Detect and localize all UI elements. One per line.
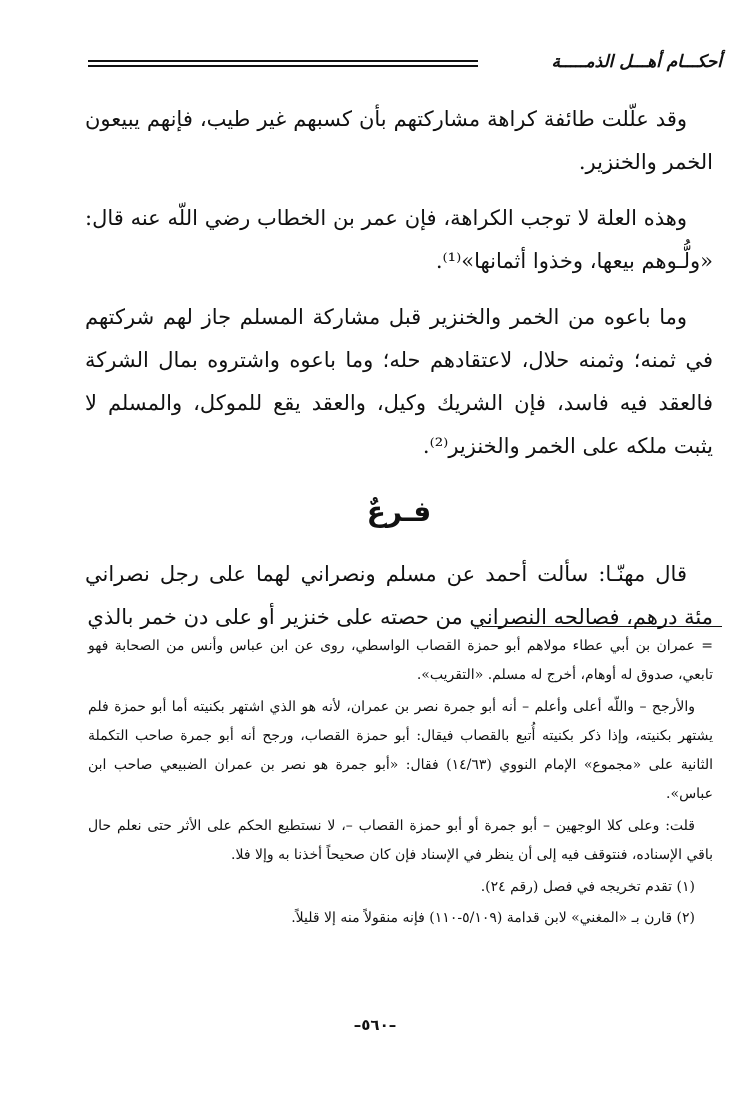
main-text (85, 98, 713, 639)
footnote-paragraph-2: والأرجح – واللّه أعلى وأعلم – أنه أبو جمرة نصر بن عمران، لأنه هو الذي اشتهر بكنيته أما أبو حمزة فلم يشتهر بكنيته، وإذا ذكر بكنيته أُتبع بالقصاب فيقال: أبو حمزة القصاب، ورجح أنه أبو جمرة صاحب التكملة الثانية على «مجموع» الإمام النووي (١٤/٦٣) فقال: «أبو جمرة هو نصر بن عمران الضبيعي صاحب ابن عباس». (88, 699, 713, 802)
footnote-continuation: = عمران بن أبي عطاء مولاهم أبو حمزة القصاب الواسطي، روى عن ابن عباس وأنس من الصحابة فهو تابعي، صدوق له أوهام، أخرج له مسلم. «التقريب». (88, 638, 713, 683)
footnotes (88, 632, 713, 935)
footnote-2: (٢) قارن بـ «المغني» لابن قدامة (٥/١٠٩-١١٠) فإنه منقولاً منه إلا قليلاً. (291, 910, 695, 926)
footnote-separator (482, 626, 722, 627)
body-paragraph-2: وهذه العلة لا توجب الكراهة، فإن عمر بن الخطاب رضي اللّه عنه قال: «ولُّـوهم بيعها، وخذوا أثمانها»⁽¹⁾. (85, 206, 713, 273)
header-double-rule (88, 60, 478, 67)
footnote-1: (١) تقدم تخريجه في فصل (رقم ٢٤). (480, 879, 695, 895)
body-paragraph-1: وقد علّلت طائفة كراهة مشاركتهم بأن كسبهم غير طيب، فإنهم يبيعون الخمر والخنزير. (85, 107, 713, 174)
page-number: –٥٦٠– (353, 1016, 397, 1034)
running-header-title: أحكـــام أهـــل الذمـــــة (551, 52, 722, 72)
section-heading: فـرعٌ (366, 495, 432, 528)
body-paragraph-3: وما باعوه من الخمر والخنزير قبل مشاركة المسلم جاز لهم شركتهم في ثمنه؛ وثمنه حلال، لاعتقادهم حله؛ وما باعوه واشتروه بمال الشركة فالعقد فيه فاسد، فإن الشريك وكيل، والعقد يقع للموكل، والمسلم لا يثبت ملكه على الخمر والخنزير⁽²⁾. (85, 305, 713, 458)
footnote-paragraph-3: قلت: وعلى كلا الوجهين – أبو جمرة أو أبو حمزة القصاب –، لا نستطيع الحكم على الأثر حتى نعلم حال باقي الإسناده، فنتوقف فيه إلى أن ينظر في الإسناد فإن كان صحيحاً أخذنا به وإلا فلا. (88, 818, 713, 863)
body-paragraph-4: قال مهنّـا: سألت أحمد عن مسلم ونصراني لهما على رجل نصراني مئة درهم، فصالحه النصراني من حصته على خنزير أو على دن خمر بالذي (85, 562, 713, 629)
